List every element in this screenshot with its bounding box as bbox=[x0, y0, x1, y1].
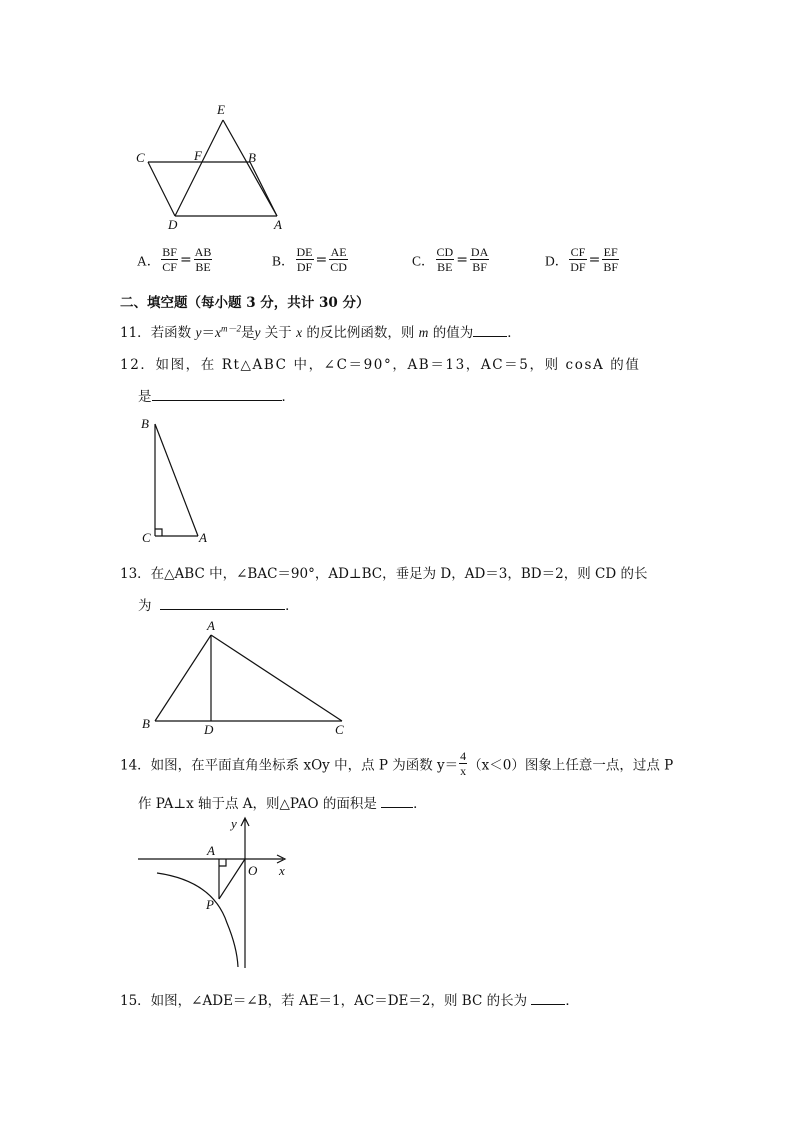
q10-options bbox=[137, 245, 655, 274]
label-A: A bbox=[274, 217, 282, 232]
option-a[interactable]: A． $\frac{BF}{CF}$ = $\frac{AB}{BE}$ bbox=[137, 245, 212, 274]
label-B: B bbox=[142, 716, 150, 731]
label-A: A bbox=[199, 530, 207, 545]
label-B: B bbox=[141, 416, 149, 431]
option-c[interactable]: C． $\frac{CD}{BE}$ = $\frac{DA}{BF}$ bbox=[412, 245, 489, 274]
question-12-line2: 是 ． bbox=[138, 389, 295, 405]
question-14-line2: 作 PA⊥x 轴于点 A，则△PAO 的面积是 ． bbox=[138, 796, 427, 812]
label-P: P bbox=[206, 897, 214, 912]
answer-blank[interactable] bbox=[152, 388, 282, 401]
question-12-line1: 12．如图，在 Rt△ABC 中，∠C＝90°，AB＝13，AC＝5，则 cosA 的值 bbox=[120, 357, 641, 373]
label-D: D bbox=[168, 217, 178, 232]
label-F: F bbox=[194, 148, 202, 163]
figure-q10 bbox=[130, 100, 300, 235]
question-13-line1: 13．在△ABC 中，∠BAC＝90°，AD⊥BC，垂足为 D，AD＝3，BD＝2，则 CD 的长 bbox=[120, 566, 648, 582]
label-D: D bbox=[204, 722, 214, 737]
answer-blank[interactable] bbox=[381, 795, 413, 808]
question-15: 15．如图，∠ADE＝∠B，若 AE＝1，AC＝DE＝2，则 BC 的长为 ． bbox=[120, 993, 579, 1009]
answer-blank[interactable] bbox=[160, 597, 285, 610]
label-B: B bbox=[248, 150, 256, 165]
label-y: y bbox=[231, 816, 237, 831]
figure-q13 bbox=[138, 618, 358, 738]
label-E: E bbox=[217, 102, 225, 117]
label-O: O bbox=[248, 863, 258, 878]
figure-q14 bbox=[135, 815, 300, 975]
answer-blank[interactable] bbox=[473, 324, 507, 337]
label-A: A bbox=[207, 843, 215, 858]
answer-blank[interactable] bbox=[531, 992, 565, 1005]
label-A: A bbox=[207, 618, 215, 633]
question-13-line2: 为 ． bbox=[138, 598, 299, 614]
option-d[interactable]: D． $\frac{CF}{DF}$ = $\frac{EF}{BF}$ bbox=[545, 245, 619, 274]
label-C: C bbox=[142, 530, 151, 545]
question-14-line1: 14．如图，在平面直角坐标系 xOy 中，点 P 为函数 y＝ $\frac{4}{x}$ （x＜0）图象上任意一点，过点 P bbox=[120, 749, 674, 778]
figure-q12 bbox=[138, 412, 218, 547]
option-b[interactable]: B． $\frac{DE}{DF}$ = $\frac{AE}{CD}$ bbox=[272, 245, 347, 274]
question-11: 11．若函数 $y=x^{m-2}$是y 关于 x 的反比例函数，则 m 的值为 ． bbox=[120, 323, 521, 341]
label-x: x bbox=[279, 863, 285, 878]
label-C: C bbox=[136, 150, 145, 165]
section-heading: 二、填空题（每小题 3 分，共计 30 分） bbox=[120, 295, 370, 311]
label-C: C bbox=[335, 722, 344, 737]
